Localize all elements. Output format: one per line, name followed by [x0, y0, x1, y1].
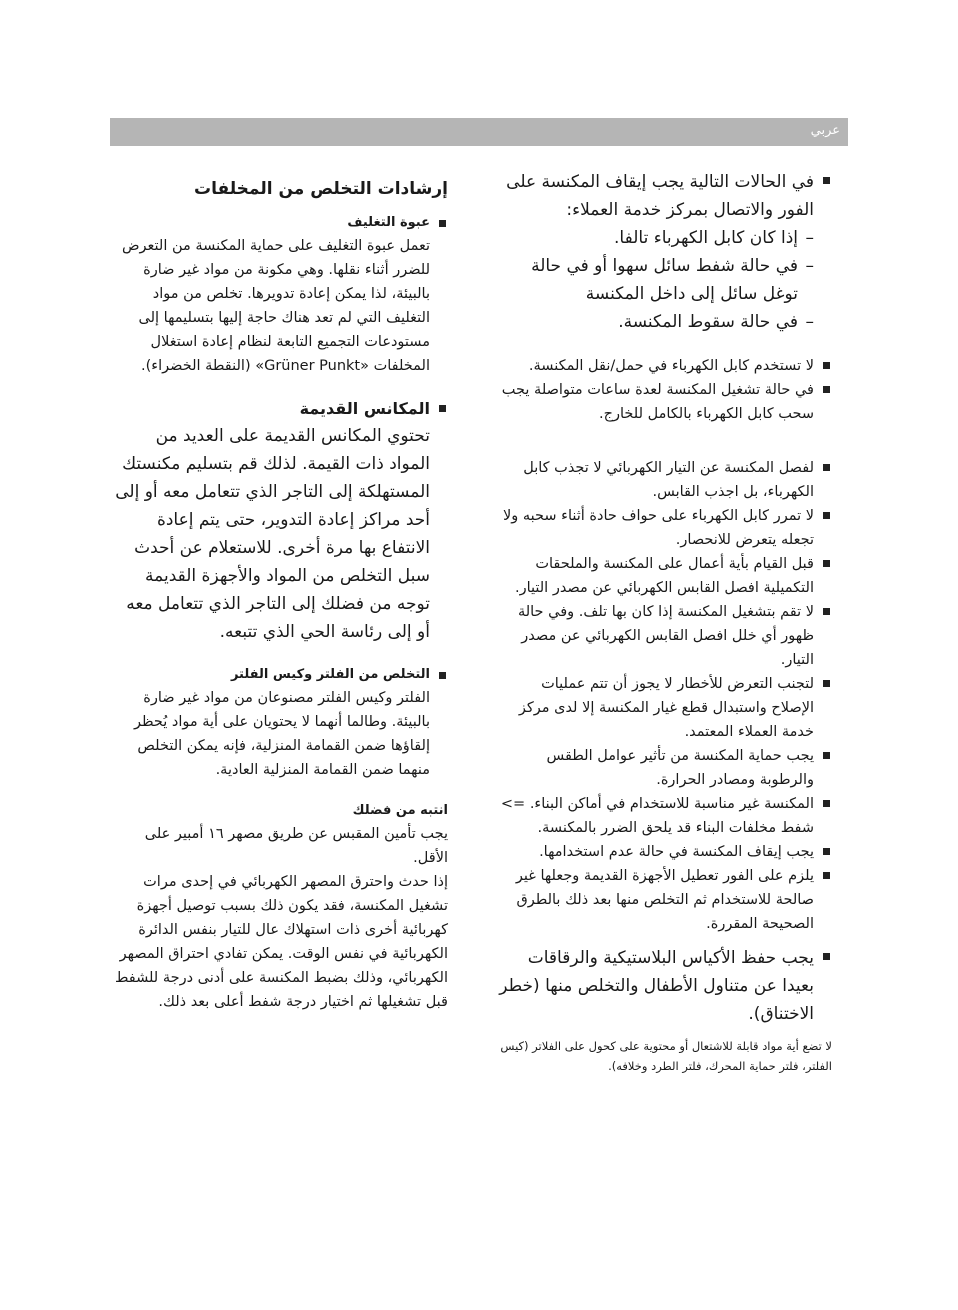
- list-item: لا تمرر كابل الكهرباء على حواف حادة أثناء سحبه ولا تجعله يتعرض للانحصار.: [498, 504, 832, 552]
- list-item: يجب حفظ الأكياس البلاستيكية والرقاقات بعيدا عن متناول الأطفال والتخلص منها (خطر الاختناق).: [498, 944, 832, 1028]
- bullet-square-icon: [823, 560, 830, 567]
- stop-case: – إذا كان كابل الكهرباء تالفا.: [614, 228, 814, 248]
- packaging-text: تعمل عبوة التغليف على حماية المكنسة من التعرض للضرر أثناء نقلها. وهي مكونة من مواد غير ضارة بالبيئة، لذا يمكن إعادة تدويرها. تخلص من مواد التغليف التي لم تعد هناك حاجة إليها بتسليمها إلى مستودعات التجميع التابعة لنظام إعادة استغلال المخلفات «Grüner Punkt» (النقطة الخضراء).: [122, 238, 430, 374]
- plastic-bags-list: [498, 944, 832, 1028]
- packaging-section: [112, 212, 448, 378]
- notice-section: [112, 800, 448, 1014]
- list-item: لا تستخدم كابل الكهرباء في حمل/نقل المكنسة.: [498, 354, 832, 378]
- notice-title: انتبه من فضلك: [352, 803, 448, 818]
- bullet-square-icon: [823, 177, 830, 184]
- bullet-square-icon: [823, 800, 830, 807]
- stop-item: [498, 168, 832, 336]
- bullet-square-icon: [439, 405, 446, 412]
- disposal-title: إرشادات التخلص من المخلفات: [194, 179, 448, 199]
- list-item: المكنسة غير مناسبة للاستخدام في أماكن البناء. => شفط مخلفات البناء قد يلحق الضرر بالمكنسة.: [498, 792, 832, 840]
- stop-case: – في حالة سقوط المكنسة.: [618, 312, 814, 332]
- stop-case: – في حالة شفط سائل سهوا أو في حالة توغل سائل إلى داخل المكنسة: [531, 256, 814, 304]
- stop-cases: [498, 224, 814, 336]
- bullet-square-icon: [823, 872, 830, 879]
- bullet-square-icon: [823, 848, 830, 855]
- list-item: لتجنب التعرض للأخطار لا يجوز أن تتم عمليات الإصلاح واستبدال قطع غيار المكنسة إلا لدى مركز خدمة العملاء المعتمد.: [498, 672, 832, 744]
- filter-text: الفلتر وكيس الفلتر مصنوعان من مواد غير ضارة بالبيئة. وطالما أنهما لا يحتويان على أية مواد يُحظر إلقاؤها ضمن القمامة المنزلية، فإنه يمكن التخلص منهما ضمن القمامة المنزلية العادية.: [133, 690, 430, 778]
- filter-title: التخلص من الفلتر وكيس الفلتر: [230, 667, 430, 682]
- notice-text-fuse: يجب تأمين المقبس عن طريق مصهر ١٦ أمبير على الأقل.: [144, 826, 448, 866]
- list-item: يجب حماية المكنسة من تأثير عوامل الطقس والرطوبة ومصادر الحرارة.: [498, 744, 832, 792]
- bullet-square-icon: [823, 512, 830, 519]
- safety-list: [498, 456, 832, 936]
- list-item: لا تقم بتشغيل المكنسة إذا كان بها تلف. وفي حالة ظهور أي خلل افصل القابس الكهربائي عن مصدر التيار.: [498, 600, 832, 672]
- bullet-square-icon: [823, 464, 830, 471]
- list-item: يلزم على الفور تعطيل الأجهزة القديمة وجعلها غير صالحة للاستخدام ثم التخلص منها بعد ذلك بالطرق الصحيحة المقررة.: [498, 864, 832, 936]
- filter-section: [112, 664, 448, 782]
- flammable-note: لا تضع أية مواد قابلة للاشتعال أو محتوية على كحول على الفلاتر (كيس الفلتر، فلتر حماية المحرك، فلتر الطرد وخلافه).: [500, 1039, 832, 1073]
- safety-column: [498, 168, 832, 1076]
- list-item: قبل القيام بأية أعمال على المكنسة والملحقات التكميلية افصل القابس الكهربائي عن مصدر التيار.: [498, 552, 832, 600]
- packaging-title: عبوة التغليف: [347, 215, 430, 230]
- list-item: في حالة تشغيل المكنسة لعدة ساعات متواصلة يجب سحب كابل الكهرباء بالكامل للخارج.: [498, 378, 832, 426]
- disposal-column: [112, 176, 448, 1014]
- list-item: [112, 212, 448, 378]
- language-header-bar: [110, 118, 848, 146]
- bullet-square-icon: [823, 752, 830, 759]
- bullet-square-icon: [823, 608, 830, 615]
- language-label: عربي: [810, 123, 840, 138]
- old-appliances-title: المكانس القديمة: [299, 399, 430, 418]
- bullet-square-icon: [823, 362, 830, 369]
- old-appliances-section: [112, 396, 448, 646]
- bullet-square-icon: [823, 953, 830, 960]
- bullet-square-icon: [439, 672, 446, 679]
- cable-list: [498, 354, 832, 426]
- bullet-square-icon: [823, 680, 830, 687]
- stop-intro: في الحالات التالية يجب إيقاف المكنسة على الفور والاتصال بمركز خدمة العملاء:: [506, 172, 814, 220]
- list-item: [112, 664, 448, 782]
- notice-text-overload: إذا حدث واحترق المصهر الكهربائي في إحدى مرات تشغيل المكنسة، فقد يكون ذلك بسبب توصيل أجهزة كهربائية أخرى ذات استهلاك عال للتيار بنفس الدائرة الكهربائية في نفس الوقت. يمكن تفادي احتراق المصهر الكهربائي، وذلك بضبط المكنسة على أدنى درجة للشفط قبل تشغيلها ثم اختيار درجة شفط أعلى بعد ذلك.: [114, 874, 448, 1010]
- bullet-square-icon: [439, 220, 446, 227]
- stop-list: [498, 168, 832, 336]
- bullet-square-icon: [823, 386, 830, 393]
- old-appliances-text: تحتوي المكانس القديمة على العديد من المواد ذات القيمة. لذلك قم بتسليم مكنستك المستهلكة إلى التاجر الذي تتعامل معه أو إلى أحد مراكز إعادة التدوير، حتى يتم إعادة الانتفاع بها مرة أخرى. للاستعلام عن أحدث سبل التخلص من المواد والأجهزة القديمة توجه من فضلك إلى التاجر الذي تتعامل معه أو إلى رئاسة الحي الذي تتبعه.: [115, 426, 430, 642]
- list-item: [112, 396, 448, 646]
- list-item: لفصل المكنسة عن التيار الكهربائي لا تجذب كابل الكهرباء، بل اجذب القابس.: [498, 456, 832, 504]
- list-item: يجب إيقاف المكنسة في حالة عدم استخدامها.: [498, 840, 832, 864]
